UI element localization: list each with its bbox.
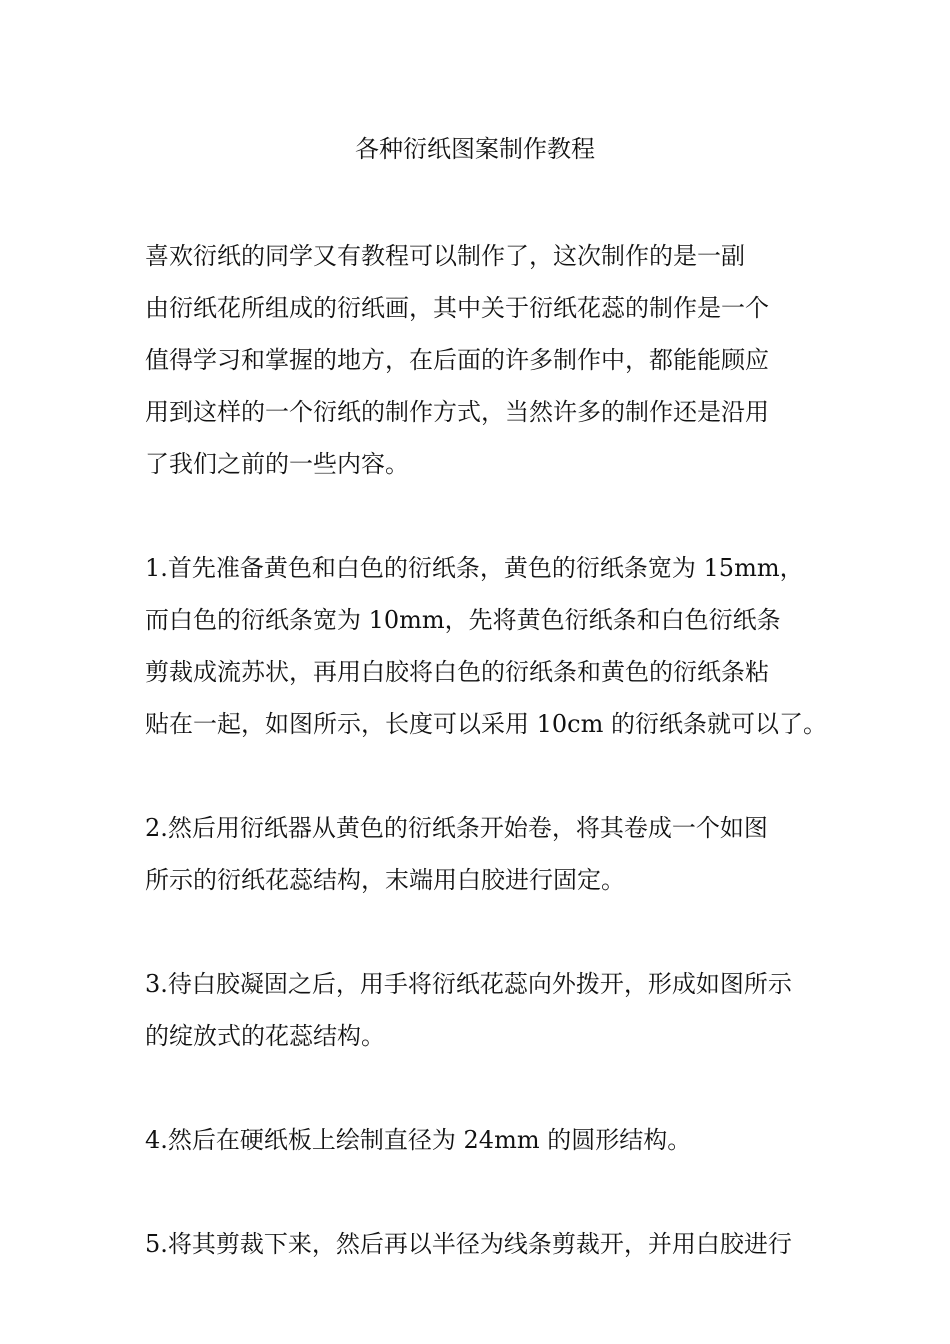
step-5-paragraph	[145, 1218, 835, 1270]
paragraph-line: 用到这样的一个衍纸的制作方式，当然许多的制作还是沿用	[145, 398, 769, 426]
step-3-paragraph	[145, 958, 835, 1062]
paragraph-line: 剪裁成流苏状，再用白胶将白色的衍纸条和黄色的衍纸条粘	[145, 658, 769, 686]
paragraph-line: 3.待白胶凝固之后，用手将衍纸花蕊向外拨开，形成如图所示	[145, 970, 792, 998]
paragraph-line: 值得学习和掌握的地方，在后面的许多制作中，都能能顾应	[145, 346, 769, 374]
step-4-paragraph	[145, 1114, 835, 1166]
paragraph-line: 贴在一起，如图所示，长度可以采用 10cm 的衍纸条就可以了。	[145, 710, 827, 738]
paragraph-line: 1.首先准备黄色和白色的衍纸条，黄色的衍纸条宽为 15mm，	[145, 554, 804, 582]
paragraph-line: 了我们之前的一些内容。	[145, 450, 409, 478]
paragraph-line: 喜欢衍纸的同学又有教程可以制作了，这次制作的是一副	[145, 242, 745, 270]
document-body	[145, 230, 835, 1322]
paragraph-line: 而白色的衍纸条宽为 10mm，先将黄色衍纸条和白色衍纸条	[145, 606, 781, 634]
document-title: 各种衍纸图案制作教程	[355, 135, 595, 163]
paragraph-line: 2.然后用衍纸器从黄色的衍纸条开始卷，将其卷成一个如图	[145, 814, 768, 842]
intro-paragraph	[145, 230, 835, 490]
paragraph-line: 的绽放式的花蕊结构。	[145, 1022, 385, 1050]
paragraph-line: 5.将其剪裁下来，然后再以半径为线条剪裁开，并用白胶进行	[145, 1230, 792, 1258]
step-1-paragraph	[145, 542, 835, 750]
paragraph-line: 由衍纸花所组成的衍纸画，其中关于衍纸花蕊的制作是一个	[145, 294, 769, 322]
paragraph-line: 所示的衍纸花蕊结构，末端用白胶进行固定。	[145, 866, 625, 894]
paragraph-line: 4.然后在硬纸板上绘制直径为 24mm 的圆形结构。	[145, 1126, 692, 1154]
step-2-paragraph	[145, 802, 835, 906]
